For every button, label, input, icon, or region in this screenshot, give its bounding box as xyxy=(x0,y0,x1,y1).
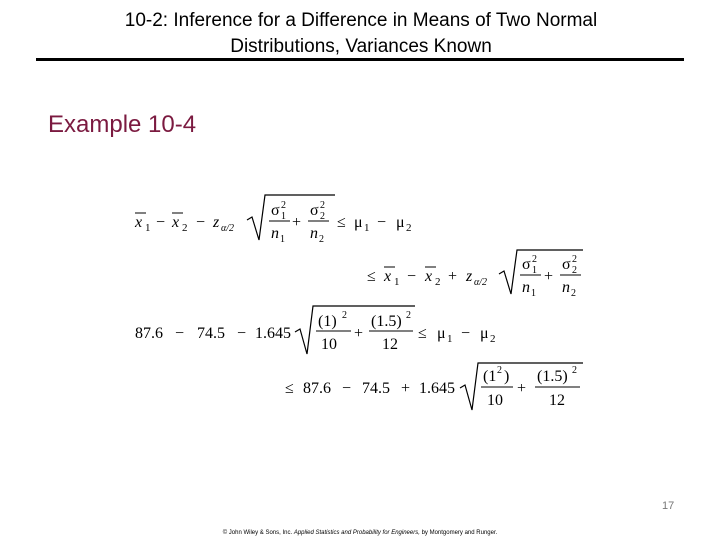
sample-mean-1: 87.6 xyxy=(303,380,331,397)
sigma1: σ xyxy=(271,202,280,219)
x1-bar: x xyxy=(135,214,143,231)
z-value: 1.645 xyxy=(419,380,455,397)
sigma2-superscript: 2 xyxy=(320,200,325,211)
sigma2: σ xyxy=(310,202,319,219)
sigma2-superscript: 2 xyxy=(572,254,577,265)
sample-size-1: 10 xyxy=(487,392,503,409)
x2-subscript: 2 xyxy=(182,222,188,234)
variance-1-superscript: 2 xyxy=(497,365,502,376)
variance-1: (1) xyxy=(318,313,337,330)
mu1: μ xyxy=(437,325,446,342)
title-line-1: 10-2: Inference for a Difference in Means of Two Normal xyxy=(124,10,598,31)
footer-authors: by Montgomery and Runger. xyxy=(421,530,498,536)
n2: n xyxy=(310,225,318,242)
sigma1: σ xyxy=(522,256,531,273)
sample-size-2: 12 xyxy=(382,336,398,353)
n1-subscript: 1 xyxy=(280,234,285,245)
title-line-2: Distributions, Variances Known xyxy=(230,36,492,57)
copyright-footer xyxy=(0,530,720,536)
n2-subscript: 2 xyxy=(319,234,324,245)
sample-mean-2: 74.5 xyxy=(197,325,225,342)
footer-copyright: © John Wiley & Sons, Inc. xyxy=(222,530,293,536)
less-equal-sign: ≤ xyxy=(418,325,427,342)
n1: n xyxy=(271,225,279,242)
variance-2: (1.5) xyxy=(371,313,402,330)
slide-number: 17 xyxy=(662,500,675,512)
slide-title xyxy=(40,8,682,60)
equation-line-3 xyxy=(135,306,496,354)
sigma2-subscript: 2 xyxy=(572,265,577,276)
plus-sign: + xyxy=(401,380,411,397)
minus-sign: − xyxy=(196,214,206,231)
mu2: μ xyxy=(480,325,489,342)
mu2-subscript: 2 xyxy=(406,222,412,234)
equation-line-2 xyxy=(367,250,583,299)
x2-bar: x xyxy=(425,268,433,285)
variance-2-superscript: 2 xyxy=(406,310,411,321)
variance-2-superscript: 2 xyxy=(572,365,577,376)
minus-sign: − xyxy=(175,325,185,342)
minus-sign: − xyxy=(237,325,247,342)
title-underline xyxy=(36,58,684,61)
less-equal-sign: ≤ xyxy=(337,214,346,231)
variance-1: (1 xyxy=(483,368,497,385)
n2: n xyxy=(562,279,570,296)
sigma2: σ xyxy=(562,256,571,273)
sample-size-2: 12 xyxy=(549,392,565,409)
sigma1-subscript: 1 xyxy=(532,265,537,276)
sample-mean-1: 87.6 xyxy=(135,325,163,342)
z-subscript: α/2 xyxy=(221,223,235,234)
n1-subscript: 1 xyxy=(531,288,536,299)
z-symbol: z xyxy=(213,214,220,231)
equation-line-4 xyxy=(285,363,583,410)
variance-1-superscript: 2 xyxy=(342,310,347,321)
minus-sign: − xyxy=(377,214,387,231)
plus-sign: + xyxy=(292,214,302,231)
minus-sign: − xyxy=(342,380,352,397)
mu1-subscript: 1 xyxy=(364,222,370,234)
z-symbol: z xyxy=(466,268,473,285)
sigma1-superscript: 2 xyxy=(281,200,286,211)
plus-sign: + xyxy=(354,325,364,342)
sigma1-superscript: 2 xyxy=(532,254,537,265)
z-subscript: α/2 xyxy=(474,277,488,288)
less-equal-sign: ≤ xyxy=(285,380,294,397)
x2-subscript: 2 xyxy=(435,276,441,288)
n1: n xyxy=(522,279,530,296)
plus-sign: + xyxy=(448,268,458,285)
sample-mean-2: 74.5 xyxy=(362,380,390,397)
x1-bar: x xyxy=(384,268,392,285)
mu2: μ xyxy=(396,214,405,231)
confidence-interval-equation xyxy=(125,182,595,414)
example-heading: Example 10-4 xyxy=(48,111,197,138)
sigma1-subscript: 1 xyxy=(281,211,286,222)
footer-book-title: Applied Statistics and Probability for Engineers, xyxy=(293,530,420,536)
mu1: μ xyxy=(354,214,363,231)
minus-sign: − xyxy=(156,214,166,231)
variance-1-close-paren: ) xyxy=(504,368,510,385)
mu2-subscript: 2 xyxy=(490,333,496,345)
mu1-subscript: 1 xyxy=(447,333,453,345)
x1-subscript: 1 xyxy=(145,222,151,234)
x1-subscript: 1 xyxy=(394,276,400,288)
minus-sign: − xyxy=(407,268,417,285)
sigma2-subscript: 2 xyxy=(320,211,325,222)
sample-size-1: 10 xyxy=(321,336,337,353)
x2-bar: x xyxy=(172,214,180,231)
minus-sign: − xyxy=(461,325,471,342)
plus-sign: + xyxy=(544,268,554,285)
n2-subscript: 2 xyxy=(571,288,576,299)
variance-2: (1.5) xyxy=(537,368,568,385)
less-equal-sign: ≤ xyxy=(367,268,376,285)
plus-sign: + xyxy=(517,380,527,397)
z-value: 1.645 xyxy=(255,325,291,342)
equation-line-1 xyxy=(134,195,412,245)
